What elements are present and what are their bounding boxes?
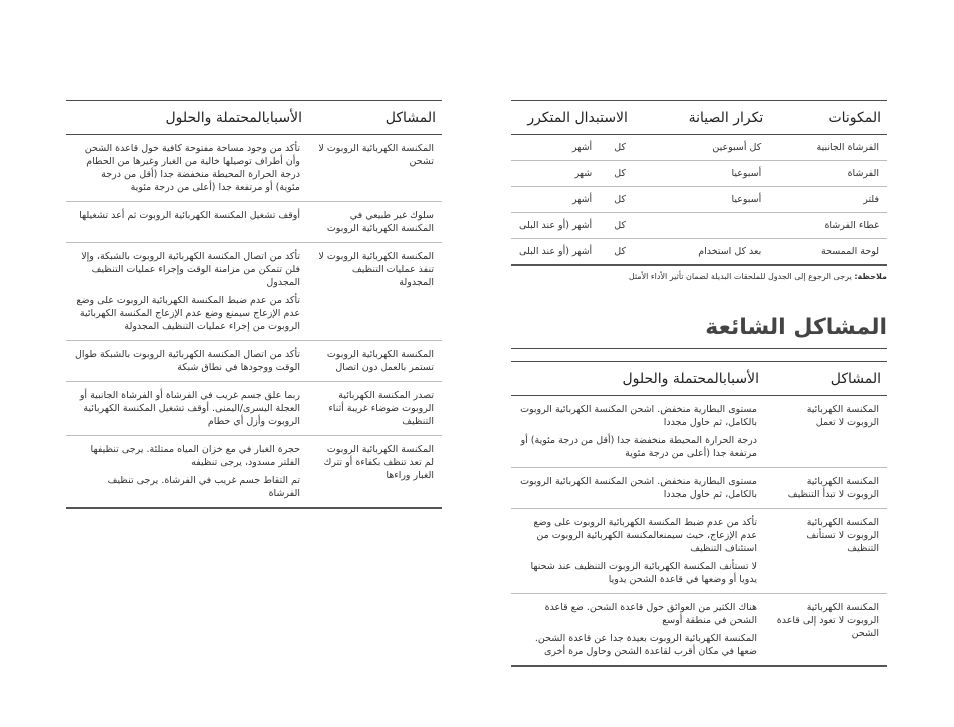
problem-text: سلوك غير طبيعي في المكنسة الكهربائية الروبوت — [308, 202, 442, 243]
solutions-cell — [511, 509, 765, 594]
component-name: فلتر — [769, 187, 887, 213]
solutions-cell — [511, 594, 765, 667]
maintenance-frequency: أسبوعيا — [634, 161, 769, 187]
solution-text: حجرة الغبار في مع خزان المياه ممتلئة. يرجى تنظيفها الفلتر مسدود، يرجى تنظيفه — [90, 444, 300, 468]
solution-text: تأكد من اتصال المكنسة الكهربائية الروبوت بالشبكة، وإلا فلن تتمكن من مزامنة الوقت وإجراء عمليات التنظيف المجدول — [81, 251, 300, 288]
header-causes-solutions: الأسبابالمحتملة والحلول — [66, 101, 308, 135]
parts-row — [511, 161, 887, 187]
problem-row — [66, 436, 442, 509]
solution-text: درجة الحرارة المحيطة منخفضة جدا (أقل من درجة مئوية) أو مرتفعة جدا (أعلى من درجة مئوية — [520, 435, 757, 459]
problem-text: المكنسة الكهربائية الروبوت لا تشحن — [308, 135, 442, 202]
solution-text: أوقف تشغيل المكنسة الكهربائية الروبوت ثم أعد تشغيلها — [79, 210, 300, 221]
solution-text: تأكد من وجود مساحة مفتوحة كافية حول قاعدة الشحن وأن أطراف توصيلها خالية من الغبار وغيرها من الحطام درجة الحرارة المحيطة منخفضة جدا (أقل من درجة مئوية) أو مرتفعة جدا (أعلى من درجة مئوية — [84, 143, 300, 193]
replacement-value: أشهر (أو عند البلى — [519, 220, 593, 231]
solution-text: هناك الكثير من العوائق حول قاعدة الشحن. ضع قاعدة الشحن في منطقة أوسع — [544, 602, 757, 626]
problem-text: المكنسة الكهربائية الروبوت تستمر بالعمل دون اتصال — [308, 341, 442, 382]
parts-row — [511, 187, 887, 213]
solution-text: تأكد من عدم ضبط المكنسة الكهربائية الروبوت على وضع عدم الإزعاج، حيث سيمنعالمكنسة الكهربائية الروبوت من استئناف التنظيف — [533, 517, 757, 554]
solution-text: تم التقاط جسم غريب في الفرشاة. يرجى تنظيف الفرشاة — [107, 475, 300, 499]
maintenance-frequency: كل أسبوعين — [634, 135, 769, 161]
replacement-frequency — [511, 135, 634, 161]
problem-row — [66, 341, 442, 382]
replacement-every: كل — [614, 246, 626, 257]
parts-row — [511, 135, 887, 161]
header-problems: المشاكل — [765, 362, 887, 396]
replacement-frequency — [511, 213, 634, 239]
problem-row — [66, 243, 442, 341]
problem-row — [66, 135, 442, 202]
continued-problems-section — [66, 100, 442, 509]
problem-row — [511, 468, 887, 509]
solution-text: تأكد من اتصال المكنسة الكهربائية الروبوت بالشبكة طوال الوقت ووجودها في نطاق شبكة — [74, 349, 300, 373]
parts-maintenance-table — [511, 100, 887, 266]
solution-text: لا تستأنف المكنسة الكهربائية الروبوت التنظيف عند شحنها يدويا أو وضعها في قاعدة الشحن يدويا — [530, 561, 757, 585]
problem-text: المكنسة الكهربائية الروبوت لم تعد تنظف بكفاءة أو تترك الغبار وراءها — [308, 436, 442, 509]
solution-text: تأكد من عدم ضبط المكنسة الكهربائية الروبوت على وضع عدم الإزعاج سيمنع وضع عدم الإزعاج المكنسة الكهربائية الروبوت من إجراء عمليات التنظيف المجدولة — [76, 295, 300, 332]
continued-problems-table — [66, 100, 442, 509]
parts-note — [511, 272, 887, 281]
replacement-value: أشهر — [571, 194, 593, 205]
header-replacement-frequency: الاستبدال المتكرر — [511, 101, 634, 135]
solutions-cell — [66, 341, 308, 382]
parts-row — [511, 213, 887, 239]
maintenance-and-problems-section — [511, 100, 887, 667]
replacement-every: كل — [614, 168, 626, 179]
replacement-value: شهر — [574, 168, 593, 179]
problem-text: المكنسة الكهربائية الروبوت لا تعود إلى قاعدة الشحن — [765, 594, 887, 667]
solutions-cell — [66, 382, 308, 436]
maintenance-frequency — [634, 213, 769, 239]
solutions-cell — [66, 135, 308, 202]
problem-text: المكنسة الكهربائية الروبوت لا تبدأ التنظيف — [765, 468, 887, 509]
solutions-cell — [511, 468, 765, 509]
component-name: الفرشاة — [769, 161, 887, 187]
solutions-cell — [511, 396, 765, 468]
component-name: لوحة الممسحة — [769, 239, 887, 266]
problem-row — [511, 509, 887, 594]
solution-text: مستوى البطارية منخفض. اشحن المكنسة الكهربائية الروبوت بالكامل، ثم حاول مجددا — [520, 404, 757, 428]
header-maintenance-frequency: تكرار الصيانة — [634, 101, 769, 135]
solutions-cell — [66, 243, 308, 341]
note-label: ملاحظة: — [854, 272, 887, 281]
problem-text: المكنسة الكهربائية الروبوت لا تستأنف التنظيف — [765, 509, 887, 594]
problem-text: تصدر المكنسة الكهربائية الروبوت ضوضاء غريبة أثناء التنظيف — [308, 382, 442, 436]
problem-row — [66, 202, 442, 243]
header-components: المكونات — [769, 101, 887, 135]
maintenance-frequency: بعد كل استخدام — [634, 239, 769, 266]
replacement-value: أشهر (أو عند البلى — [519, 246, 593, 257]
component-name: غطاء الفرشاة — [769, 213, 887, 239]
problem-text: المكنسة الكهربائية الروبوت لا تعمل — [765, 396, 887, 468]
problem-row — [511, 396, 887, 468]
header-causes-solutions: الأسبابالمحتملة والحلول — [511, 362, 765, 396]
parts-row — [511, 239, 887, 266]
header-problems: المشاكل — [308, 101, 442, 135]
replacement-frequency — [511, 239, 634, 266]
solution-text: ربما علق جسم غريب في الفرشاة أو الفرشاة الجانبية أو العجلة اليسرى/اليمنى. أوقف تشغيل المكنسة الكهربائية الروبوت وأزل أي حطام — [79, 390, 300, 427]
maintenance-frequency: أسبوعيا — [634, 187, 769, 213]
common-problems-title: المشاكل الشائعة — [511, 315, 887, 349]
problem-text: المكنسة الكهربائية الروبوت لا تنفذ عمليات التنظيف المجدولة — [308, 243, 442, 341]
note-text: يرجى الرجوع إلى الجدول للملحقات البديلة لضمان تأثير الأداء الأمثل — [628, 272, 852, 281]
common-problems-table — [511, 361, 887, 667]
replacement-every: كل — [614, 142, 626, 153]
solutions-cell — [66, 202, 308, 243]
problem-row — [66, 382, 442, 436]
problem-row — [511, 594, 887, 667]
component-name: الفرشاة الجانبية — [769, 135, 887, 161]
solution-text: مستوى البطارية منخفض. اشحن المكنسة الكهربائية الروبوت بالكامل، ثم حاول مجددا — [520, 476, 757, 500]
replacement-every: كل — [614, 194, 626, 205]
replacement-value: أشهر — [571, 142, 593, 153]
replacement-frequency — [511, 187, 634, 213]
replacement-every: كل — [614, 220, 626, 231]
replacement-frequency — [511, 161, 634, 187]
solutions-cell — [66, 436, 308, 509]
solution-text: المكنسة الكهربائية الروبوت بعيدة جدا عن قاعدة الشحن. ضعها في مكان أقرب لقاعدة الشحن وحاول مرة أخرى — [534, 633, 757, 657]
